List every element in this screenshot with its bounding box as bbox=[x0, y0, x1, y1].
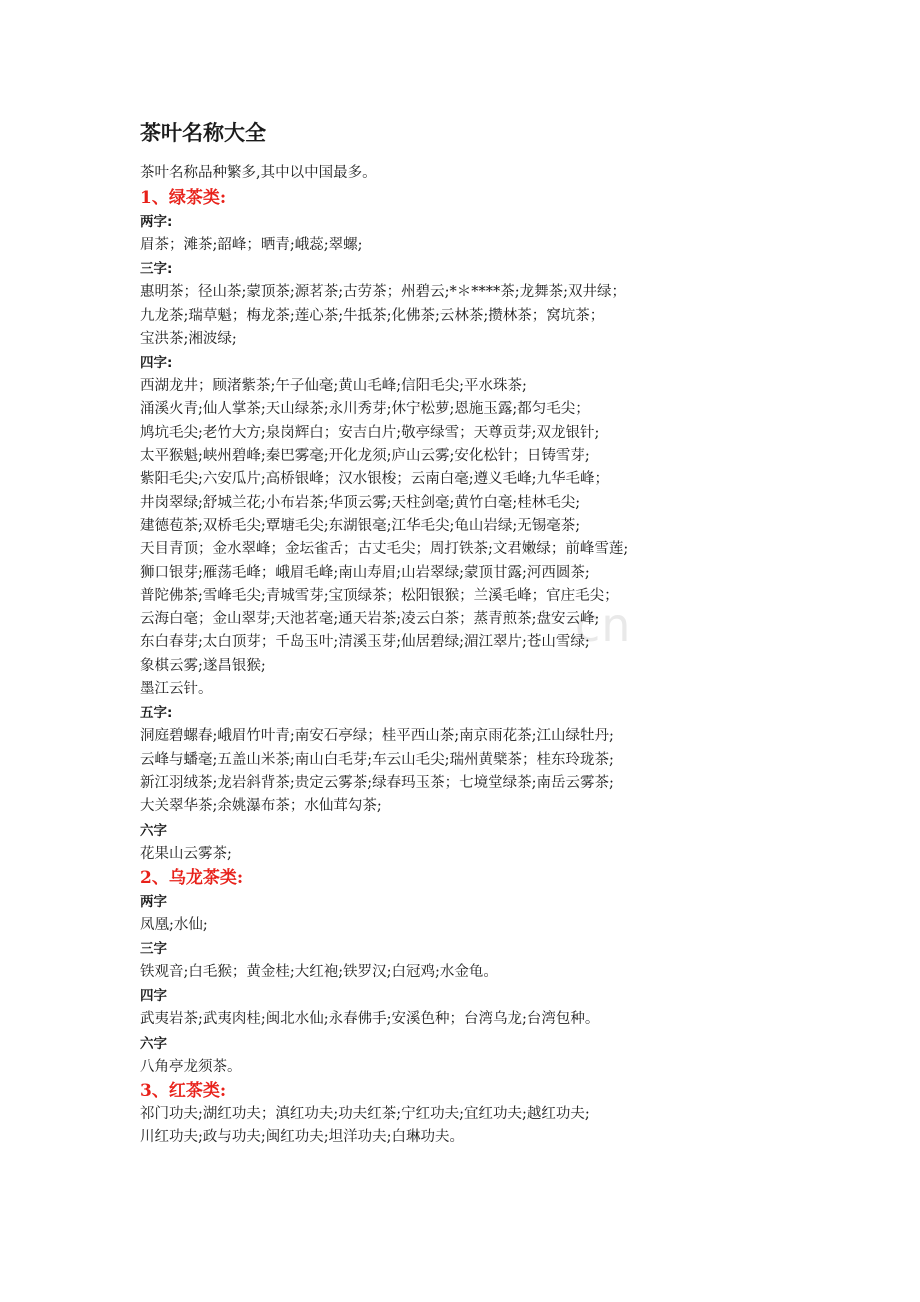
group-label: 两字 bbox=[140, 893, 167, 910]
group-label: 四字: bbox=[140, 355, 173, 372]
tea-list-line: 涌溪火青;仙人掌茶;天山绿茶;永川秀芽;休宁松萝;恩施玉露;都匀毛尖； bbox=[140, 401, 590, 418]
sections-container bbox=[140, 186, 840, 1150]
group-label: 两字: bbox=[140, 214, 173, 230]
tea-list-line: 建德苞茶;双桥毛尖;覃塘毛尖;东湖银毫;江华毛尖;龟山岩绿;无锡毫茶; bbox=[140, 517, 581, 534]
tea-list-line: 大关翠华茶;余姚瀑布茶；水仙茸勾茶; bbox=[140, 798, 382, 815]
watermark: cn bbox=[575, 598, 632, 652]
group-label: 四字 bbox=[140, 988, 167, 1005]
section-heading: 2、乌龙茶类: bbox=[140, 867, 244, 888]
tea-list-line: 云峰与蟠毫;五盖山米茶;南山白毛芽;车云山毛尖;瑞州黄檗茶；桂东玲珑茶; bbox=[140, 751, 614, 768]
tea-list-line: 云海白毫；金山翠芽;天池茗毫;通天岩茶;凌云白茶；蒸青煎茶;盘安云峰; bbox=[140, 611, 600, 628]
tea-list-line: 惠明茶；径山茶;蒙顶茶;源茗茶;古劳茶；州碧云;*＊****茶;龙舞茶;双井绿； bbox=[140, 284, 627, 301]
tea-list-line: 眉茶；滩茶;韶峰；晒青;峨蕊;翠螺; bbox=[140, 237, 363, 253]
tea-list-line: 川红功夫;政与功夫;闽红功夫;坦洋功夫;白琳功夫。 bbox=[140, 1129, 465, 1146]
tea-list-line: 花果山云雾茶; bbox=[140, 845, 232, 862]
tea-list-line: 九龙茶;瑞草魁；梅龙茶;莲心茶;牛抵茶;化佛茶;云林茶;攒林茶；窝坑茶； bbox=[140, 307, 605, 324]
group-label: 三字: bbox=[140, 261, 173, 278]
group-label: 六字 bbox=[140, 1035, 167, 1052]
tea-list-line: 西湖龙井；顾渚紫茶;午子仙毫;黄山毛峰;信阳毛尖;平水珠茶; bbox=[140, 378, 527, 395]
tea-list-line: 凤凰;水仙; bbox=[140, 916, 208, 933]
tea-list-line: 象棋云雾;遂昌银猴; bbox=[140, 657, 266, 674]
page-title: 茶叶名称大全 bbox=[140, 121, 266, 145]
tea-list-line: 洞庭碧螺春;峨眉竹叶青;南安石亭绿；桂平西山茶;南京雨花茶;江山绿牡丹; bbox=[140, 728, 614, 745]
tea-list-line: 宝洪茶;湘波绿; bbox=[140, 330, 237, 347]
section-heading: 1、绿茶类: bbox=[140, 188, 227, 208]
group-label: 五字: bbox=[140, 705, 173, 722]
section-heading: 3、红茶类: bbox=[140, 1081, 227, 1102]
tea-list-line: 新江羽绒茶;龙岩斜背茶;贵定云雾茶;绿春玛玉茶；七境堂绿茶;南岳云雾茶; bbox=[140, 774, 614, 791]
tea-list-line: 铁观音;白毛猴；黄金桂;大红袍;铁罗汉;白冠鸡;水金龟。 bbox=[140, 964, 498, 981]
tea-list-line: 八角亭龙须茶。 bbox=[140, 1058, 242, 1075]
document-page bbox=[140, 116, 840, 1150]
intro-text: 茶叶名称品种繁多,其中以中国最多。 bbox=[140, 165, 377, 181]
group-label: 六字 bbox=[140, 822, 167, 839]
tea-list-line: 普陀佛茶;雪峰毛尖;青城雪芽;宝顶绿茶；松阳银猴；兰溪毛峰；官庄毛尖； bbox=[140, 587, 619, 604]
tea-list-line: 紫阳毛尖;六安瓜片;高桥银峰；汉水银梭；云南白毫;遵义毛峰;九华毛峰； bbox=[140, 471, 610, 488]
group-label: 三字 bbox=[140, 941, 167, 958]
tea-list-line: 太平猴魁;峡州碧峰;秦巴雾毫;开化龙须;庐山云雾;安化松针；日铸雪芽; bbox=[140, 448, 590, 465]
tea-list-line: 狮口银芽;雁荡毛峰；峨眉毛峰;南山寿眉;山岩翠绿;蒙顶甘露;河西圆茶; bbox=[140, 564, 590, 581]
tea-list-line: 武夷岩茶;武夷肉桂;闽北水仙;永春佛手;安溪色种；台湾乌龙;台湾包种。 bbox=[140, 1011, 600, 1028]
tea-list-line: 井岗翠绿;舒城兰花;小布岩茶;华顶云雾;天柱剑毫;黄竹白毫;桂林毛尖; bbox=[140, 494, 581, 511]
tea-list-line: 墨江云针。 bbox=[140, 681, 213, 698]
tea-list-line: 鸠坑毛尖;老竹大方;泉岗辉白；安吉白片;敬亭绿雪；天尊贡芽;双龙银针; bbox=[140, 424, 600, 441]
tea-list-line: 祁门功夫;湖红功夫；滇红功夫;功夫红茶;宁红功夫;宜红功夫;越红功夫; bbox=[140, 1106, 590, 1123]
tea-list-line: 天目青顶；金水翠峰；金坛雀舌；古丈毛尖；周打铁茶;文君嫩绿；前峰雪莲; bbox=[140, 541, 629, 558]
tea-list-line: 东白春芽;太白顶芽；千岛玉叶;清溪玉芽;仙居碧绿;湄江翠片;苍山雪绿; bbox=[140, 634, 590, 651]
